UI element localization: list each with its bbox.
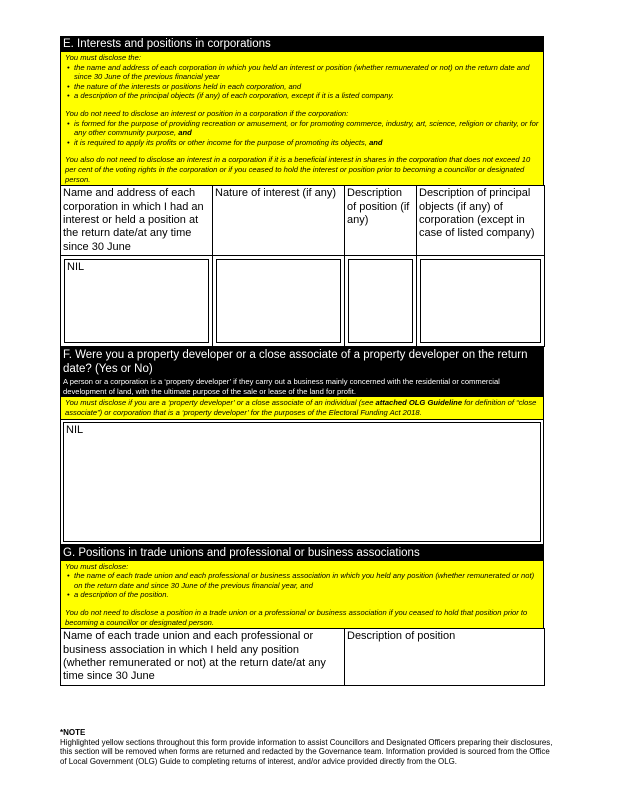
position-description-field[interactable] [348,259,413,343]
must-disclose-list [65,63,539,101]
disclosure-form [60,36,544,686]
property-developer-field[interactable]: NIL [63,422,541,542]
and-word: and [178,128,192,138]
and-word: and [369,137,383,147]
nature-of-interest-field[interactable] [216,259,341,343]
list-item: • a description of the position. [65,590,539,600]
section-g-guidance [60,561,544,629]
property-developer-definition: A person or a corporation is a ‘property developer’ if they carry out a business mainly concerned with the residential or commercial development of land, with the ultimate purpose of the sale or lease of the land for profit. [60,377,544,397]
section-f-heading: F. Were you a property developer or a close associate of a property developer on the return date? (Yes or No) [60,347,544,377]
list-item: • the name of each trade union and each professional or business association in which you held any position (whether remunerated or not) on the return date and since 30 June of the previous financial year, and [65,571,539,590]
note-title: *NOTE [60,728,86,737]
column-header: Description of principal objects (if any) of corporation (except in case of listed company) [417,186,545,256]
footnote [60,728,556,766]
list-item: • a description of the principal objects (if any) of each corporation, except if it is a listed company. [65,91,539,101]
corporations-table [60,185,545,347]
principal-objects-field[interactable] [420,259,541,343]
table-header-row [61,186,545,256]
note-body: Highlighted yellow sections throughout this form provide information to assist Councillors and Designated Officers preparing their disclosures, this section will be removed when forms are returned and redacted by the Governance team. Information provided is sourced from the Office of Local Government (OLG) Guide to completing returns of interest, and/or advice provided directly from the OLG. [60,737,553,766]
section-e-guidance [60,52,544,185]
disclose-text: You must disclose if you are a ‘property developer’ or a close associate of an individual (see attached OLG Guideline for definition of “close associate”) or corporation that is a ‘property developer’ for the purposes of the Electoral Funding Act 2018. [65,398,537,417]
list-item: • is formed for the purpose of providing recreation or amusement, or for promoting commerce, industry, art, science, religion or charity, or for any other community purpose, and [65,119,539,138]
must-disclose-list [65,571,539,600]
table-header-row [61,629,545,686]
column-header: Name of each trade union and each professional or business association in which I held any position (whether remunerated or not) at the return date/at any time since 30 June [61,629,345,686]
table-row [61,256,545,347]
corporation-name-field[interactable]: NIL [64,259,209,343]
olg-guideline-link[interactable]: attached OLG Guideline [375,398,463,408]
column-header: Name and address of each corporation in which I had an interest or held a position at the return date/at any time since 30 June [61,186,213,256]
section-f-guidance [60,397,544,418]
need-not-label: You do not need to disclose an interest or position in a corporation if the corporation: [65,108,349,118]
column-header: Description of position [345,629,545,686]
need-not-text: You do not need to disclose a position in a trade union or a professional or business association if you ceased to hold that position prior to becoming a councillor or designated person. [65,607,528,627]
property-developer-box [60,419,544,545]
must-disclose-label: You must disclose the: [65,53,141,62]
section-g-heading: G. Positions in trade unions and professional or business associations [60,545,544,561]
list-item: • the name and address of each corporation in which you held an interest or position (whether remunerated or not) on the return date and since 30 June of the previous financial year [65,63,539,82]
need-not-list [65,119,539,148]
also-not-text: You also do not need to disclose an interest in a corporation if it is a beneficial interest in shares in the corporation that does not exceed 10 per cent of the voting rights in the corporation or if you ceased to hold the interest or position prior to becoming a councillor or designated person. [65,155,531,184]
trade-union-table [60,628,545,686]
must-disclose-label: You must disclose: [65,561,129,571]
column-header: Description of position (if any) [345,186,417,256]
section-e-heading: E. Interests and positions in corporations [60,36,544,52]
column-header: Nature of interest (if any) [213,186,345,256]
list-item: • the nature of the interests or positions held in each corporation, and [65,82,539,92]
list-item: • it is required to apply its profits or other income for the purpose of promoting its objects, and [65,138,539,148]
